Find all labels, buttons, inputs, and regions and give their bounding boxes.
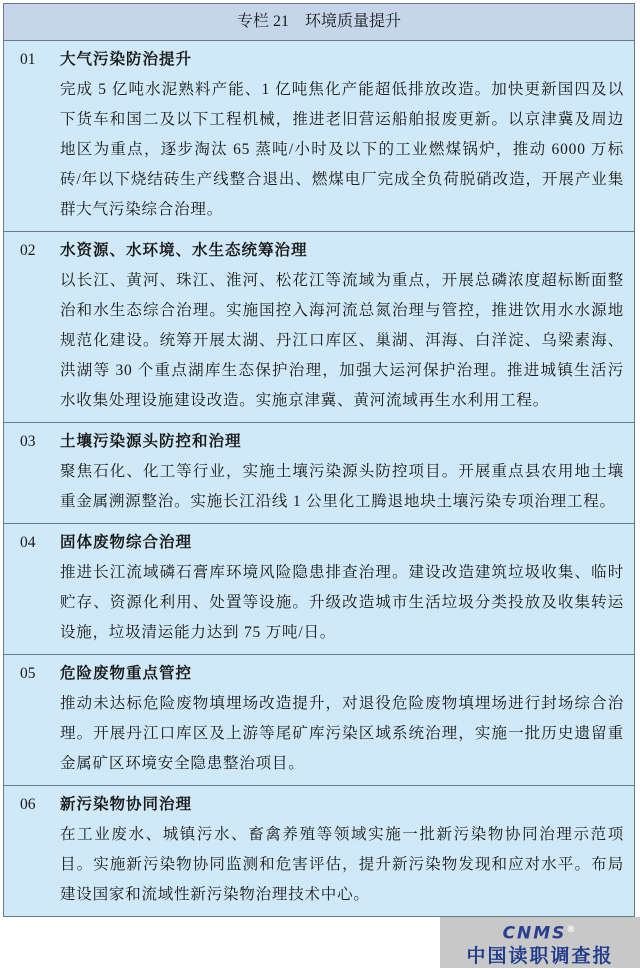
section-03	[4, 423, 634, 524]
section-02	[4, 232, 634, 423]
section-body: 推进长江流域磷石膏库环境风险隐患排查治理。建设改造建筑垃圾收集、临时贮存、资源化利用、处置等设施。升级改造城市生活垃圾分类投放及收集转运设施，垃圾清运能力达到 75 万吨/日。	[60, 564, 624, 641]
section-06	[4, 786, 634, 916]
section-title: 水资源、水环境、水生态统筹治理	[60, 242, 308, 259]
section-body: 以长江、黄河、珠江、淮河、松花江等流域为重点，开展总磷浓度超标断面整治和水生态综合治理。实施国控入海河流总氮治理与管控，推进饮用水水源地规范化建设。统筹开展太湖、丹江口库区、巢湖、洱海、白洋淀、乌梁素海、洪湖等 30 个重点湖库生态保护治理，加强大运河保护治理。推进城镇生活污水收集处理设施建设改造。实施京津冀、黄河流域再生水利用工程。	[60, 272, 624, 409]
section-number: 01	[20, 51, 36, 68]
section-title: 新污染物协同治理	[60, 796, 193, 813]
special-column-table	[3, 3, 635, 917]
section-04	[4, 524, 634, 655]
section-number: 06	[20, 796, 36, 813]
section-body: 推动未达标危险废物填埋场改造提升，对退役危险废物填埋场进行封场综合治理。开展丹江口库区及上游等尾矿库污染区域系统治理，实施一批历史遗留重金属矿区环境安全隐患整治项目。	[60, 695, 624, 772]
section-number: 02	[20, 242, 36, 259]
section-body: 完成 5 亿吨水泥熟料产能、1 亿吨焦化产能超低排放改造。加快更新国四及以下货车和国二及以下工程机械，推进老旧营运船舶报废更新。以京津冀及周边地区为重点，逐步淘汰 65 蒸吨/小时及以下的工业燃煤锅炉，推动 6000 万标砖/年以下烧结砖生产线整合退出、燃煤电厂完成全负荷脱硝改造，开展产业集群大气污染综合治理。	[60, 81, 624, 218]
registered-mark: ®	[566, 925, 578, 935]
section-number: 05	[20, 665, 36, 682]
watermark-logo	[440, 917, 640, 968]
section-number: 03	[20, 433, 36, 450]
section-01	[4, 41, 634, 232]
section-05	[4, 655, 634, 786]
watermark-brand: CNMS	[502, 923, 567, 944]
section-body: 在工业废水、城镇污水、畜禽养殖等领域实施一批新污染物协同治理示范项目。实施新污染物协同监测和危害评估，提升新污染物发现和应对水平。布局建设国家和流域性新污染物治理技术中心。	[60, 826, 624, 903]
watermark-name: 中国读职调查报	[466, 945, 614, 967]
section-title: 固体废物综合治理	[60, 534, 193, 551]
section-title: 大气污染防治提升	[60, 51, 193, 68]
section-title: 危险废物重点管控	[60, 665, 193, 682]
section-number: 04	[20, 534, 36, 551]
section-body: 聚焦石化、化工等行业，实施土壤污染源头防控项目。开展重点县农用地土壤重金属溯源整治。实施长江沿线 1 公里化工腾退地块土壤污染专项治理工程。	[60, 463, 624, 510]
table-title: 专栏 21 环境质量提升	[4, 4, 634, 41]
section-title: 土壤污染源头防控和治理	[60, 433, 242, 450]
